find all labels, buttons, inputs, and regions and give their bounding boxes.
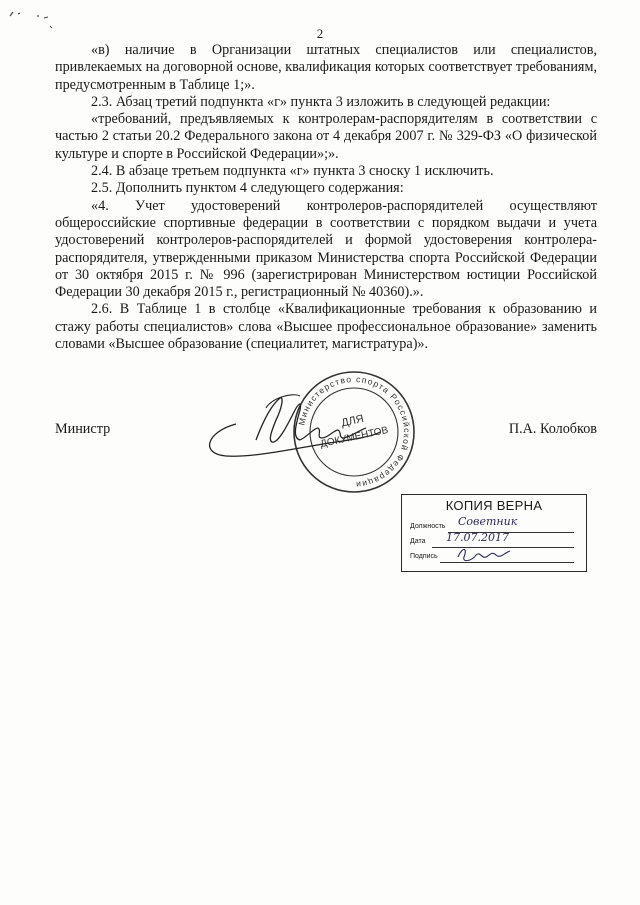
copy-date-value: 17.07.2017 — [446, 531, 509, 544]
seal-inner-text-2: ДОКУМЕНТОВ — [319, 424, 390, 451]
copy-position-label: Должность — [410, 523, 446, 530]
seal-inner-text-1: ДЛЯ — [340, 412, 365, 430]
paragraph-requirements: «требований, предъявляемых к контролерам-распорядителям в соответствии с частью 2 статьи 20.2 Федерального закона от 4 декабря 2007 г. № 329-ФЗ «О физической культуре и спорте в Российской Федерации»;». — [55, 111, 597, 162]
handwritten-signature — [196, 384, 386, 464]
signatory-name: П.А. Колобков — [508, 421, 597, 437]
copy-signature-scribble — [454, 543, 514, 567]
copy-signature-label: Подпись — [410, 553, 438, 560]
paragraph-2-3: 2.3. Абзац третий подпункта «г» пункта 3 изложить в следующей редакции: — [91, 93, 551, 110]
copy-position-value: Советник — [458, 515, 518, 528]
document-body — [55, 42, 597, 353]
seal-outer-text: Министерство спорта Российской Федерации — [296, 373, 413, 491]
paragraph-2-4: 2.4. В абзаце третьем подпункта «г» пункта 3 сноску 1 исключить. — [91, 163, 494, 180]
paragraph-point-4: «4. Учет удостоверений контролеров-распорядителей осуществляют общероссийские спортивные федерации в соответствии с порядком выдачи и учета удостоверений контролеров-распорядителей и формой удостоверения контролера-распорядителя, утвержденными приказом Министерства спорта Российской Федерации от 30 октября 2015 г. № 996 (зарегистрирован Министерством юстиции Российской Федерации 30 декабря 2015 г., регистрационный № 40360).». — [55, 197, 597, 301]
page-number: 2 — [316, 26, 324, 41]
copy-stamp-title: КОПИЯ ВЕРНА — [445, 498, 543, 513]
paragraph-2-6: 2.6. В Таблице 1 в столбце «Квалификационные требования к образованию и стажу работы специалистов» слова «Высшее профессиональное образование» заменить словами «Высшее образование (специалитет, магистратура)». — [55, 301, 597, 353]
copy-verified-stamp — [401, 494, 587, 572]
signatory-title: Министр — [55, 421, 111, 437]
paragraph-item-v: «в) наличие в Организации штатных специалистов или специалистов, привлекаемых на договорной основе, квалификация которых соответствует требованиям, предусмотренным в Таблице 1;». — [55, 42, 597, 93]
paragraph-2-5: 2.5. Дополнить пунктом 4 следующего содержания: — [91, 180, 404, 197]
copy-date-label: Дата — [410, 538, 426, 545]
